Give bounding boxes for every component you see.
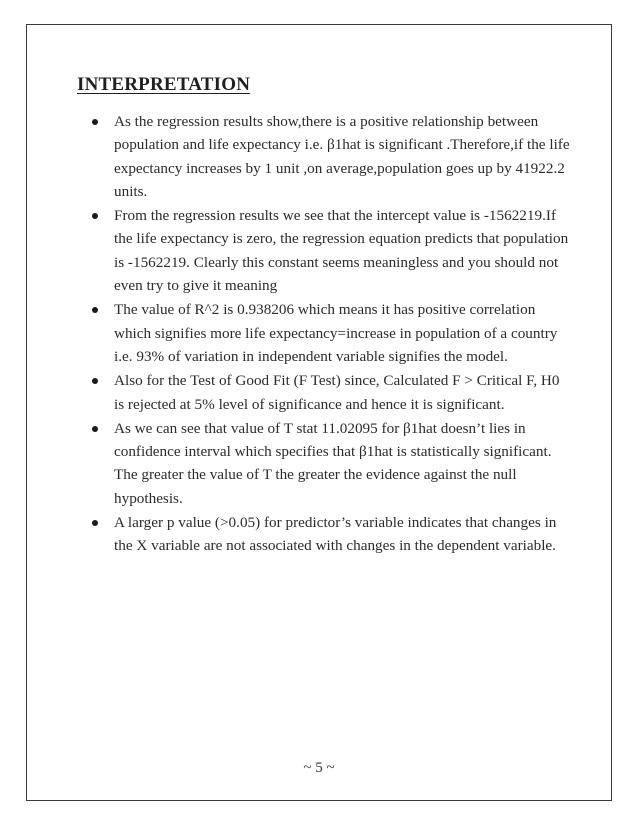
list-item [88, 417, 570, 510]
list-item-text: The value of R^2 is 0.938206 which means it has positive correlation which signifies more life expectancy=increase in population of a country i.e. 93% of variation in independent variable signifies the model. [114, 301, 558, 365]
list-item [88, 369, 570, 416]
list-item [88, 110, 570, 203]
list-item-text: A larger p value (>0.05) for predictor’s variable indicates that changes in the X variable are not associated with changes in the dependent variable. [114, 514, 557, 555]
list-item [88, 204, 570, 297]
bullet-icon [92, 520, 98, 526]
bullet-icon [92, 378, 98, 384]
list-item-text: As we can see that value of T stat 11.02095 for β1hat doesn’t lies in confidence interval which specifies that β1hat is statistically significant. The greater the value of T the greater the evidence against the null hypothesis. [114, 419, 552, 507]
section-heading: INTERPRETATION [77, 74, 251, 95]
bullet-icon [92, 307, 98, 313]
list-item [88, 298, 570, 368]
interpretation-list [88, 110, 570, 559]
bullet-icon [92, 213, 98, 219]
list-item [88, 511, 570, 558]
list-item-text: Also for the Test of Good Fit (F Test) since, Calculated F > Critical F, H0 is rejected at 5% level of significance and hence it is significant. [114, 372, 560, 413]
list-item-text: From the regression results we see that the intercept value is -1562219.If the life expectancy is zero, the regression equation predicts that population is -1562219. Clearly this constant seems meaningless and you should not even try to give it meaning [114, 207, 569, 295]
page-number: ~ 5 ~ [303, 760, 335, 776]
bullet-icon [92, 119, 98, 125]
bullet-icon [92, 426, 98, 432]
list-item-text: As the regression results show,there is a positive relationship between population and life expectancy i.e. β1hat is significant .Therefore,if the life expectancy increases by 1 unit ,on average,population goes up by 41922.2 units. [114, 113, 570, 200]
